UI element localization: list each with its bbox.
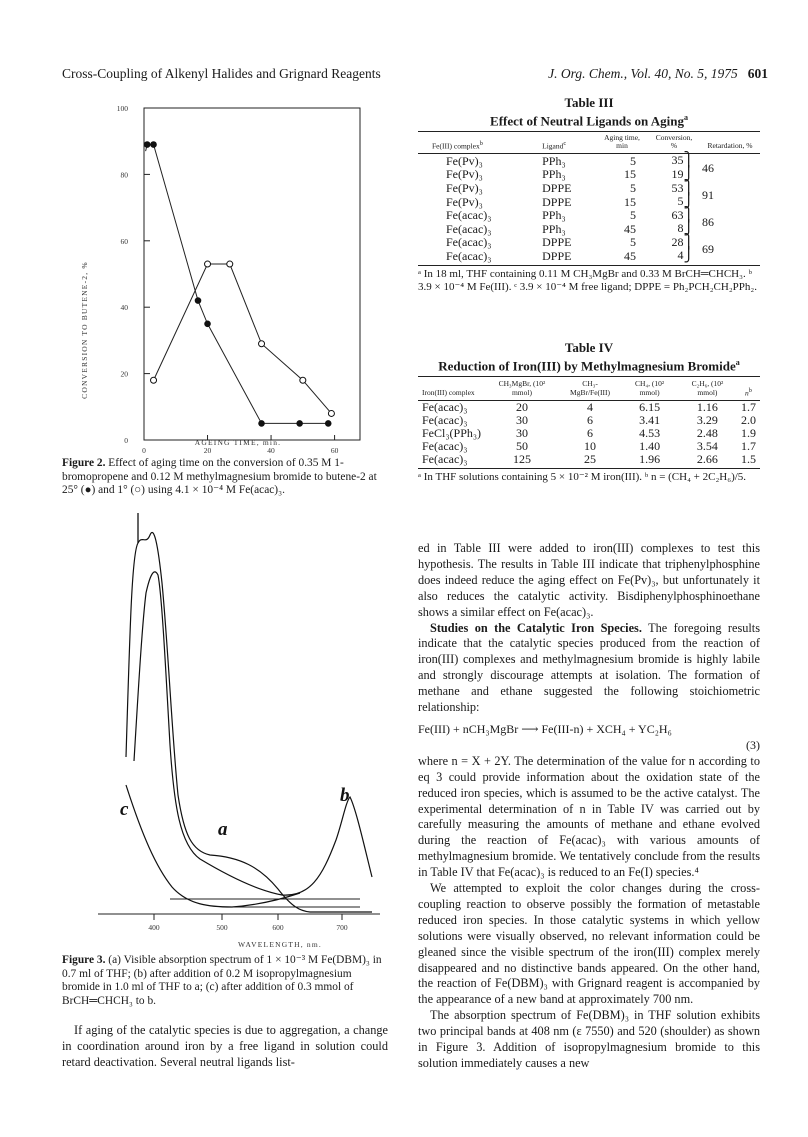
table-cell: PPh₃ [542,167,566,182]
table-cell: Fe(acac)₃ [446,235,492,250]
table-row [418,236,760,250]
table-3-subtitle-sup: a [683,113,688,122]
table-4-col-n: $n^b$ [745,386,752,398]
table-cell: 50 [515,439,528,454]
paragraph-n-determination: where n = X + 2Y. The determination of the value for n according to eq 3 could provide information about the oxidation state of the reduced iron species, which is assumed to be the active catalyst. The experimental determination of n in Table IV was carried out by carefully measuring the amounts of methane and ethane evolved during the reaction of Fe(acac)₃ with various amounts of methylmagnesium bromide. We tentatively conclude from the results in Table IV that Fe(acac)₃ is reduced to an Fe(I) species.⁴ [418,753,760,880]
table-cell: Fe(Pv)₃ [446,167,483,182]
table-3-subtitle [418,110,760,128]
table-cell: 1.96 [639,452,661,467]
table-3-block [418,95,760,294]
table-4 [418,376,760,466]
table-cell: 5 [630,235,636,250]
table-cell: 1.5 [740,452,756,467]
table-cell: 1.7 [740,439,756,454]
data-point-25c [325,421,331,427]
table-3-subtitle-text: Effect of Neutral Ligands on Aging [490,113,684,129]
table-4-footnote: ᵃ In THF solutions containing 5 × 10⁻² M iron(III). ᵇ n = (CH₄ + 2C₂H₆)/5. [418,471,747,484]
figure-2-caption [62,457,388,498]
table-cell-retardation: 69 [702,242,714,257]
left-column-paragraph [62,1023,388,1071]
figure-3-caption-text: (a) Visible absorption spectrum of 1 × 10⁻³ M Fe(DBM)₃ in 0.7 ml of THF; (b) after addition of 0.2 M isopropylmagnesium bromide in 1.0 ml of THF to a; (c) after addition of 0.3 mmol of BrCH═CHCH₃ to b. [62,954,382,1007]
paragraph-continuation: ed in Table III were added to iron(III) complexes to test this hypothesis. The results in Table III indicate that triphenylphosphine does indeed reduce the aging effect on Fe(Pv)₃, but unfortunately it also reduces the catalytic activity. Bisdiphenylphosphinoethane shows a similar effect on Fe(acac)₃. [418,541,760,619]
table-cell: Fe(acac)₃ [422,452,468,467]
x-tick-label: 700 [336,923,348,932]
table-cell: 5 [630,181,636,196]
table-cell: 4⎭ [677,248,694,264]
table-cell: 45 [624,221,636,236]
table-3-col-conversion: Conversion, % [655,133,693,151]
table-cell: 15 [624,167,636,182]
data-point-25c [144,142,150,148]
table-cell: 28⎫ [671,234,694,250]
page-number: 601 [747,66,768,81]
journal-citation: J. Org. Chem., Vol. 40, No. 5, 1975 [548,66,738,81]
table-cell: 63⎫ [671,207,694,223]
table-cell: DPPE [542,181,572,196]
series-1c-line [154,264,332,413]
table-3-col-retardation: Retardation, % [707,141,753,151]
data-point-25c [297,421,303,427]
table-cell: 3.29 [696,413,718,428]
data-point-1c [300,377,306,383]
table-cell: 2.0 [740,413,756,428]
table-cell: 6 [587,426,594,441]
table-cell: DPPE [542,235,572,250]
figure-2-caption-text: Effect of aging time on the conversion of 0.35 M 1-bromopropene and 0.12 M methylmagnesium bromide to butene-2 at 25° (●) and 1° (○) using 4.1 × 10⁻⁴ M Fe(acac)₃. [62,457,377,497]
y-tick-label: 60 [120,236,128,246]
paragraph-aging-aggregation: If aging of the catalytic species is due to aggregation, a change in coordination around iron by a free ligand in solution could retard deactivation. Several neutral ligands list- [62,1023,388,1069]
figure-3-x-ticks [148,914,348,932]
table-cell: 1.7 [740,400,756,415]
curve-label-a: a [218,819,228,840]
table-cell-retardation: 46 [702,160,714,175]
figure-3-caption [62,954,388,1008]
x-tick-label: 400 [148,923,160,932]
table-cell: Fe(acac)₃ [446,248,492,263]
table-cell: DPPE [542,248,572,263]
x-tick-label: 0 [142,446,146,455]
table-cell: Fe(Pv)₃ [446,194,483,209]
data-point-1c [328,410,334,416]
table-cell: 2.48 [696,426,718,441]
table-cell: Fe(Pv)₃ [446,153,483,168]
data-point-25c [195,298,201,304]
figure-3-spectrum [60,505,390,950]
equation-3 [418,722,760,754]
paragraph-color-changes: We attempted to exploit the color changes during the cross-coupling reaction to observe possibly the formation of metastable reduced iron species. In those catalytic systems in which yellow solutions were visually observed, no relevant information could be gleaned since the visible spectrum of the iron(III) complex merely disappeared and no distinctive bands appeared. On the other hand, the reaction of Fe(DBM)₃ with Grignard reagent is accompanied by the appearance of a new band at approximately 700 nm. [418,881,760,1007]
table-cell: FeCl₃(PPh₃) [422,426,482,441]
table-cell-retardation: 86 [702,215,714,229]
table-cell-retardation: 91 [702,187,714,202]
table-cell: Fe(acac)₃ [422,439,468,454]
table-4-col-complex: Iron(III) complex [422,388,475,398]
paragraph-absorption: The absorption spectrum of Fe(DBM)₃ in THF solution exhibits two principal bands at 408 nm (ε 7550) and 520 (shoulder) as shown in Figure 3. Addition of isopropylmagnesium bromide to this solution immediately causes a new [418,1008,760,1070]
table-row [418,453,760,466]
table-cell: 8⎭ [677,221,694,237]
table-row [418,209,760,223]
figure-3-x-axis-label: WAVELENGTH, nm. [238,940,322,949]
table-4-subtitle-text: Reduction of Iron(III) by Methylmagnesium Bromide [438,358,736,374]
table-cell: 2.66 [696,452,718,467]
equation-number: (3) [746,737,760,752]
table-cell: 10 [584,439,597,454]
figure-2-frame [144,108,360,440]
figure-2-series [144,142,334,426]
curve-b [134,572,372,895]
table-cell: PPh₃ [542,153,566,168]
x-tick-label: 20 [203,446,212,455]
y-tick-label: 0 [124,436,128,445]
table-cell: 4 [587,400,594,415]
table-cell: 3.54 [696,439,718,454]
table-cell: 30 [515,413,528,428]
data-point-25c [151,142,157,148]
table-cell: 20 [515,400,528,415]
data-point-25c [205,321,211,327]
table-cell: 3.41 [639,413,661,428]
table-row [418,154,760,168]
figure-2-caption-label: Figure 2. [62,457,106,469]
table-cell: Fe(acac)₃ [446,208,492,223]
figure-3-axes [98,513,380,914]
table-3-rule [418,265,760,266]
figure-3-caption-label: Figure 3. [62,954,106,966]
figure-2-axes [144,108,360,440]
table-cell: Fe(acac)₃ [422,400,468,415]
table-4-header-row [418,377,760,401]
table-cell: 6 [587,413,594,428]
table-cell: 5 [630,208,636,223]
curve-label-b: b [340,785,350,806]
table-3 [418,131,760,263]
table-cell: 4.53 [639,426,661,441]
table-cell: 30 [515,426,528,441]
x-tick-label: 60 [330,446,339,455]
right-column-text [418,541,760,1072]
table-cell: PPh₃ [542,208,566,223]
running-header-title: Cross-Coupling of Alkenyl Halides and Grignard Reagents [62,66,381,81]
x-tick-label: 40 [267,446,275,455]
table-4-rule [418,468,760,469]
table-cell: 15 [624,194,636,209]
table-4-col-ratio: CH₃-MgBr/Fe(III) [570,379,611,398]
figure-2-x-axis-label: AGEING TIME, min. [194,438,282,447]
y-tick-label: 80 [120,170,128,180]
table-cell: 53⎫ [671,180,694,196]
y-tick-label: 100 [116,104,128,113]
figure-2-y-ticks [117,104,150,445]
table-4-block [418,340,760,484]
x-tick-label: 600 [272,923,284,932]
section-heading: Studies on the Catalytic Iron Species. [430,620,642,635]
table-cell: 19⎭ [671,166,694,182]
table-row [418,401,760,415]
table-3-col-ligand: Ligand$^c$ [542,139,567,151]
table-cell: 6.15 [639,400,661,415]
data-point-25c [259,421,265,427]
table-cell: 1.40 [639,439,661,454]
table-cell: Fe(acac)₃ [422,413,468,428]
table-row [418,182,760,196]
data-point-1c [205,261,211,267]
table-cell: 125 [512,452,531,467]
table-cell: 5 [630,153,636,168]
running-header-journal [548,66,768,82]
table-cell: Fe(Pv)₃ [446,181,483,196]
table-cell: 5⎭ [677,194,694,210]
table-4-col-c2h6: C₂H₆, (10² mmol) [691,379,724,398]
figure-2-y-axis-label: CONVERSION TO BUTENE-2, % [80,261,89,399]
table-cell: 35⎫ [671,153,694,169]
table-cell: Fe(acac)₃ [446,221,492,236]
table-3-title: Table III [564,95,614,110]
y-tick-label: 20 [120,369,128,379]
table-4-subtitle [418,355,760,373]
table-4-title: Table IV [564,340,614,355]
curve-a [126,532,372,912]
table-4-body [418,401,760,467]
table-cell: 25 [584,452,597,467]
table-4-col-mgbr: CH₃MgBr, (10² mmol) [498,379,546,398]
curve-label-c: c [120,799,129,820]
table-3-header-row [418,132,760,154]
table-cell: 1.9 [740,426,756,441]
figure-2-chart [60,96,380,466]
table-cell: 1.16 [696,400,718,415]
curve-c [126,785,300,907]
table-4-col-ch4: CH₄, (10² mmol) [635,379,665,398]
table-cell: 45 [624,248,636,263]
figure-3-curves [126,532,372,912]
data-point-1c [259,341,265,347]
table-cell: DPPE [542,194,572,209]
table-3-col-aging: Aging time, min [604,133,640,151]
table-4-subtitle-sup: a [735,358,740,367]
x-tick-label: 500 [216,923,228,932]
equation-body: Fe(III) + nCH₃MgBr ⟶ Fe(III-n) + XCH₄ + YC₂H₆ [418,721,672,736]
table-3-footnote: ᵃ In 18 ml, THF containing 0.11 M CH₃MgBr and 0.33 M BrCH═CHCH₃. ᵇ 3.9 × 10⁻⁴ M Fe(III). ᶜ 3.9 × 10⁻⁴ M free ligand; DPPE = Ph₂PCH₂CH₂PPh₂. [418,268,757,294]
data-point-1c [151,377,157,383]
data-point-1c [227,261,233,267]
table-cell: PPh₃ [542,221,566,236]
table-3-col-complex: Fe(III) complex$^b$ [432,139,483,151]
paragraph-catalytic-species: Studies on the Catalytic Iron Species. The foregoing results indicate that the catalytic species produced from the reaction of iron(III) complexes and methylmagnesium bromide is highly labile and strongly discourage attempts at isolation. The formation of methane and ethane suggested the following stoichiometric relationship: [418,620,761,715]
table-3-body [418,154,760,263]
y-tick-label: 40 [120,303,128,313]
